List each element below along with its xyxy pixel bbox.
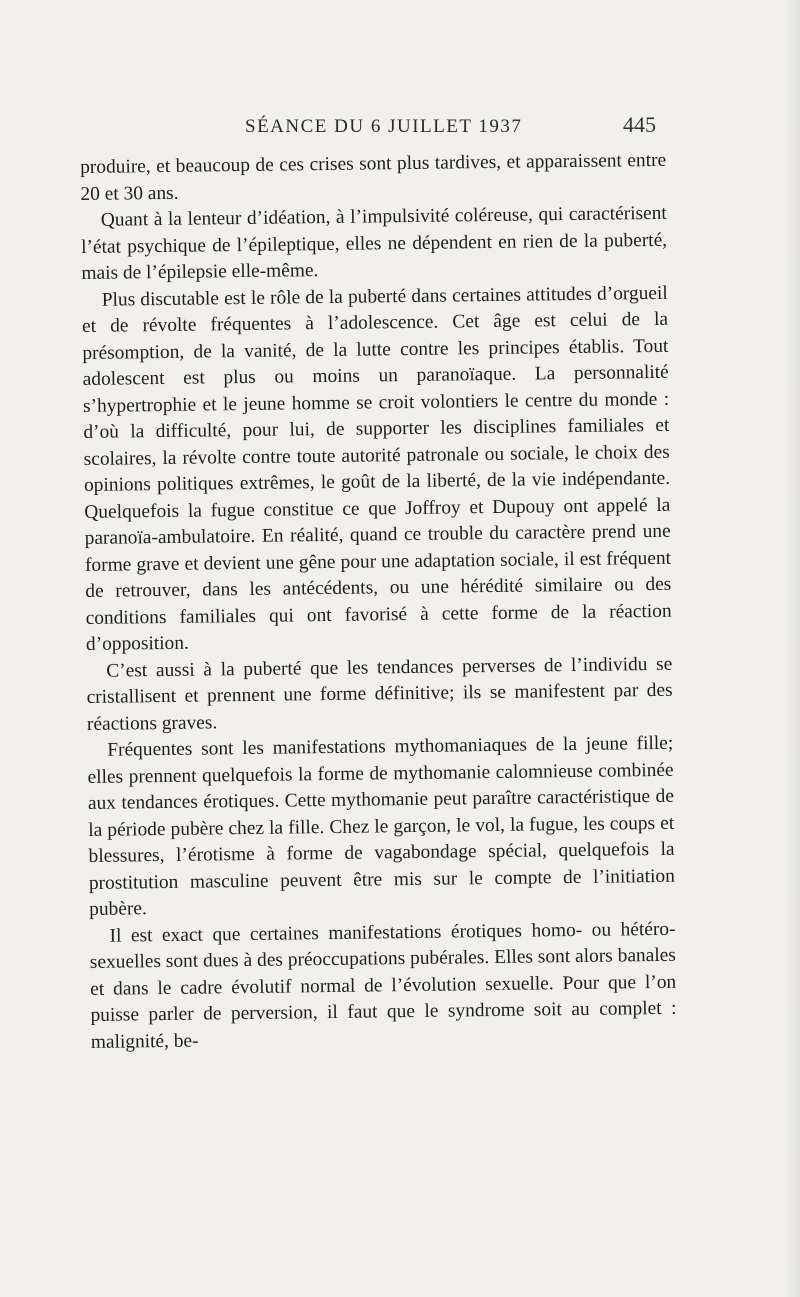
page-edge-shadow	[784, 0, 800, 1297]
page-number: 445	[623, 112, 656, 137]
body-text	[80, 148, 677, 1056]
paragraph-continuation: produire, et beaucoup de ces crises sont plus tardives, et apparaissent entre 20 et 30 ans.	[80, 149, 667, 205]
paragraph-mythomania: Fréquentes sont les manifestations mythomaniaques de la jeune fille; elles prennent quelquefois la forme de mythomanie calomnieuse combinée aux tendances érotiques. Cette mythomanie peut paraître caractéristique de la période pubère chez la fille. Chez le garçon, le vol, la fugue, les coups et blessures, l’érotisme à forme de vagabondage spécial, quelquefois la prostitution masculine peuvent être mis sur le compte de l’initiation pubère.	[87, 732, 675, 920]
paragraph-revolt: Plus discutable est le rôle de la puberté dans certaines attitudes d’orgueil et de révolte fréquentes à l’adolescence. Cet âge est celui de la présomption, de la vanité, de la lutte contre les principes établis. Tout adolescent est plus ou moins un paranoïaque. La personnalité s’hypertrophie et le jeune homme se croit volontiers le centre du monde : d’où la difficulté, pour lui, de supporter les disciplines familiales et scolaires, la révolte contre toute autorité patronale ou sociale, le choix des opinions politiques extrêmes, le goût de la liberté, de la vie indépendante. Quelquefois la fugue constitue ce que Joffroy et Dupouy ont appelé la paranoïa-ambulatoire. En réalité, quand ce trouble du caractère prend une forme grave et devient une gêne pour une adaptation sociale, il est fréquent de retrouver, dans les antécédents, ou une hérédité similaire ou des conditions familiales qui ont favorisé à cette forme de la réaction d’opposition.	[81, 282, 672, 655]
running-head-title: SÉANCE DU 6 JUILLET 1937	[245, 116, 523, 137]
running-head	[80, 112, 660, 146]
paragraph-erotic-manifestations: Il est exact que certaines manifestations érotiques homo- ou hétéro-sexuelles sont dues à des préoccupations pubérales. Elles sont alors banales et dans le cadre évolutif normal de l’évolution sexuelle. Pour que l’on puisse parler de perversion, il faut que le syndrome soit au complet : malignité, be-	[89, 918, 677, 1053]
paragraph-ideation: Quant à la lenteur d’idéation, à l’impulsivité coléreuse, qui caractérisent l’état psychique de l’épileptique, elles ne dépendent en rien de la puberté, mais de l’épilepsie elle-même.	[80, 202, 668, 284]
paragraph-perverse-tendencies: C’est aussi à la puberté que les tendances perverses de l’individu se cristallisent et prennent une forme définitive; ils se manifestent par des réactions graves.	[86, 653, 673, 735]
